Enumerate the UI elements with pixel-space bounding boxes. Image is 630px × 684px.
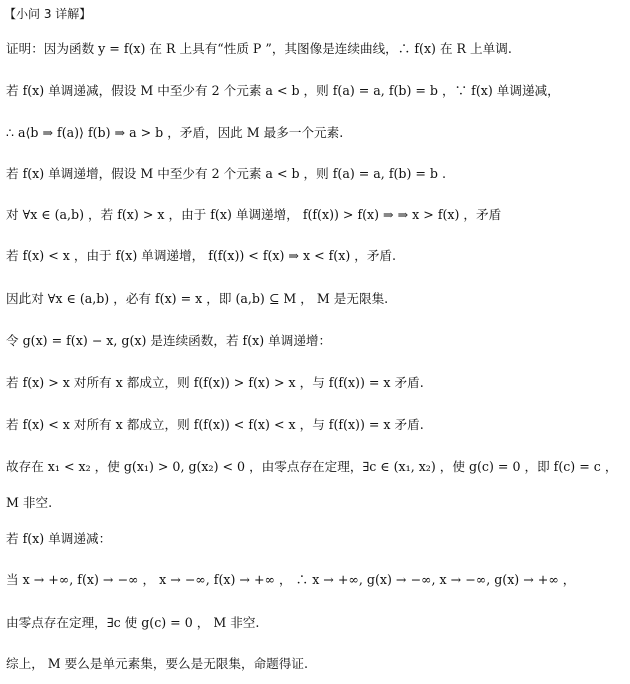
proof-line-8: 令 g(x) = f(x) − x, g(x) 是连续函数，若 f(x) 单调递增： <box>6 333 332 348</box>
proof-line-13: 若 f(x) 单调递减： <box>6 531 112 546</box>
proof-line-14: 当 x → +∞, f(x) → −∞ ， x → −∞, f(x) → +∞ ， ∴ x → +∞, g(x) → −∞, x → −∞, g(x) → +∞ ， <box>6 572 576 587</box>
proof-line-15: 由零点存在定理，∃c 使 g(c) = 0 ， M 非空. <box>6 615 260 630</box>
proof-line-16: 综上， M 要么是单元素集，要么是无限集，命题得证. <box>6 656 308 671</box>
proof-line-10: 若 f(x) < x 对所有 x 都成立，则 f(f(x)) < f(x) < x ，与 f(f(x)) = x 矛盾. <box>6 417 424 432</box>
proof-line-4: 若 f(x) 单调递增，假设 M 中至少有 2 个元素 a < b ，则 f(a) = a, f(b) = b . <box>6 166 446 181</box>
section-heading: 【小问 3 详解】 <box>4 7 92 21</box>
proof-line-1: 证明：因为函数 y = f(x) 在 R 上具有“性质 P ”，其图像是连续曲线，∴ f(x) 在 R 上单调. <box>6 41 512 56</box>
proof-line-6: 若 f(x) < x ，由于 f(x) 单调递增， f(f(x)) < f(x) ⇒ x < f(x) ，矛盾. <box>6 248 397 263</box>
proof-line-7: 因此对 ∀x ∈ (a,b) ，必有 f(x) = x ，即 (a,b) ⊆ M ， M 是无限集. <box>6 291 389 306</box>
proof-line-2: 若 f(x) 单调递减，假设 M 中至少有 2 个元素 a < b ，则 f(a) = a, f(b) = b ，∵ f(x) 单调递减， <box>6 83 560 98</box>
proof-line-12: M 非空. <box>6 495 53 510</box>
proof-line-3: ∴ a⟨b ⇒ f(a)⟩ f(b) ⇒ a > b ，矛盾，因此 M 最多一个元素. <box>6 125 344 140</box>
proof-line-5: 对 ∀x ∈ (a,b) ，若 f(x) > x ，由于 f(x) 单调递增， f(f(x)) > f(x) ⇒ ⇒ x > f(x) ，矛盾 <box>6 207 502 222</box>
proof-line-9: 若 f(x) > x 对所有 x 都成立，则 f(f(x)) > f(x) > x ，与 f(f(x)) = x 矛盾. <box>6 375 424 390</box>
proof-line-11: 故存在 x₁ < x₂ ，使 g(x₁) > 0, g(x₂) < 0 ，由零点存在定理，∃c ∈ (x₁, x₂) ，使 g(c) = 0 ，即 f(c) = c ， <box>6 459 618 474</box>
